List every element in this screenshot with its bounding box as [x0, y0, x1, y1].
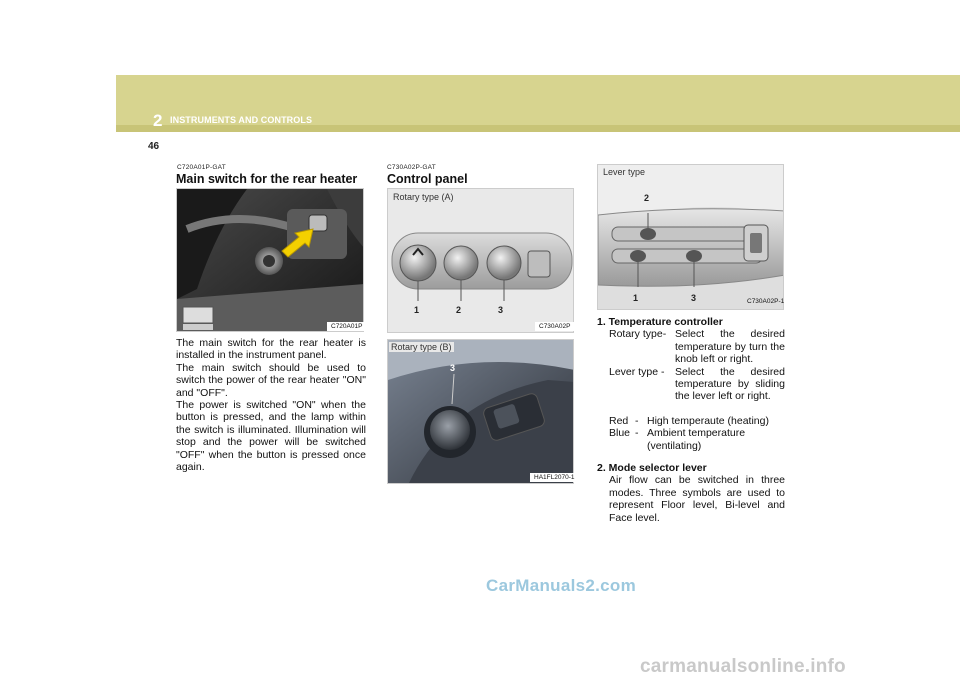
watermark-carmanuals2: CarManuals2.com — [486, 576, 636, 595]
callout-number: 1 — [414, 305, 420, 315]
figure-label-rotary-a: Rotary type (A) — [393, 192, 454, 202]
heading-main-switch: Main switch for the rear heater — [176, 172, 358, 186]
callout-number: 1 — [633, 293, 639, 303]
figure-code-lever-type: C730A02P-1 — [747, 298, 785, 305]
rotary-label: Rotary type- — [609, 328, 667, 341]
blue-text: Ambient temperature (ventilating) — [647, 427, 746, 452]
figure-rotary-b — [387, 339, 574, 484]
chapter-title: INSTRUMENTS AND CONTROLS — [170, 115, 313, 125]
rotary-b-illustration — [388, 340, 574, 484]
callout-number: 3 — [691, 293, 697, 303]
page-number: 46 — [148, 141, 160, 152]
main-switch-paragraph: The power is switched "ON" when the button is pressed, and the lamp within the switch is illuminated. Illumination will stop and the power will be switched "OFF" when the button is pressed once again. — [176, 399, 366, 474]
figure-lever-type — [597, 164, 784, 310]
rotary-text: Select the desired temperature by turn the knob left or right. — [675, 328, 785, 366]
figure-code-rotary-a: C730A02P — [535, 322, 574, 331]
heading-control-panel: Control panel — [387, 172, 468, 186]
lever-row — [597, 366, 785, 403]
main-switch-illustration — [177, 189, 364, 332]
chapter-number: 2 — [153, 111, 163, 130]
callout-number: 3 — [498, 305, 504, 315]
figure-label-lever-type: Lever type — [603, 167, 646, 177]
control-panel-items — [597, 316, 785, 524]
section-code-control-panel: C730A02P-GAT — [387, 164, 436, 171]
blue-label: Blue — [609, 427, 631, 440]
item-title-temperature: 1. Temperature controller — [597, 316, 723, 328]
watermark-carmanualsonline: carmanualsonline.info — [640, 656, 846, 677]
lever-type-illustration — [598, 165, 784, 310]
figure-code-main-switch: C720A01P — [327, 322, 366, 331]
red-row: Red - High temperaute (heating) — [609, 414, 769, 427]
main-switch-description — [176, 337, 366, 473]
blue-row: Blue - Ambient temperature (ventilating) — [597, 427, 785, 452]
figure-label-rotary-b: Rotary type (B) — [391, 342, 452, 352]
red-label: Red — [609, 414, 629, 427]
item-title-mode-selector: 2. Mode selector lever — [597, 462, 707, 475]
lever-label: Lever type - — [609, 365, 665, 378]
lever-text: Select the desired temperature by sliding the lever left or right. — [675, 365, 785, 403]
header-strip — [116, 125, 960, 132]
red-text: High temperaute (heating) — [647, 414, 769, 427]
main-switch-paragraph: The main switch should be used to switch the power of the rear heater "ON" and "OFF". — [176, 361, 366, 399]
main-switch-paragraph: The main switch for the rear heater is installed in the instrument panel. — [176, 337, 366, 362]
mode-selector-text: Air flow can be switched in three modes. Three symbols are used to represent Floor level, Bi-level and Face level. — [609, 474, 785, 524]
main-switch-photo — [176, 188, 364, 332]
callout-number: 2 — [644, 193, 650, 203]
figure-code-rotary-b: HA1FL2070-1 — [530, 473, 578, 482]
rotary-row — [597, 328, 785, 365]
section-code-main-switch: C720A01P-GAT — [177, 164, 226, 171]
callout-number: 2 — [456, 305, 462, 315]
callout-number: 3 — [450, 363, 456, 373]
